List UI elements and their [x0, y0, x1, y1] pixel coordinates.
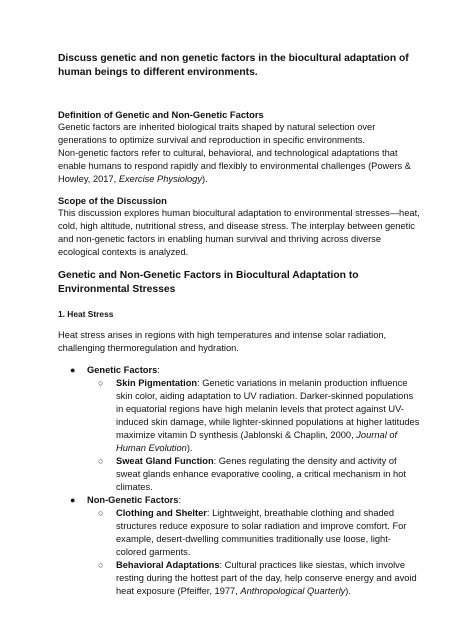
clothing-shelter-text: : Lightweight, breathable clothing and shaded structures reduce exposure to solar radiation and improve comfort. For example, desert-dwelling communities traditionally use loose, light-colored garments.: [116, 508, 407, 557]
genetic-factors-colon: :: [157, 365, 160, 375]
sweat-gland-term: Sweat Gland Function: [116, 456, 214, 466]
definition-paragraph-nongenetic: [58, 147, 420, 186]
bullet-icon: ●: [70, 365, 76, 375]
scope-heading: Scope of the Discussion: [58, 195, 167, 206]
section-heading: Genetic and Non-Genetic Factors in Biocultural Adaptation to Environmental Stresses: [58, 270, 359, 295]
definition-paragraph-genetic: Genetic factors are inherited biological traits shaped by natural selection over generations to optimize survival and reproduction in specific environments.: [58, 122, 376, 145]
nongenetic-factors-label: Non-Genetic Factors: [87, 495, 179, 505]
skin-pigmentation-citation-title: Journal of Human Evolution: [116, 430, 398, 453]
definition-para2-citation-title: Exercise Physiology: [118, 174, 203, 184]
sub-bullet-icon: ○: [98, 560, 104, 570]
list-item-sweat-gland-function: [87, 455, 420, 494]
nongenetic-factors-item: [58, 494, 420, 598]
nongenetic-factors-colon: :: [178, 495, 182, 505]
skin-pigmentation-text: : Genetic variations in melanin production influence skin color, aiding adaptation to UV radiation. Darker-skinned populations in equatorial regions have high melanin levels that protect against UV-induced skin damage, while lighter-skinned populations at higher latitudes maximize vitamin D synthesis (Jablonski & Chaplin, 2000,: [116, 378, 420, 440]
genetic-factors-item: [58, 364, 420, 494]
sub-bullet-icon: ○: [98, 508, 104, 518]
definition-para2-text: Non-genetic factors refer to cultural, behavioral, and technological adaptations that enable humans to respond rapidly and flexibly to environmental challenges (Powers & Howley, 2017,: [58, 148, 411, 184]
sweat-gland-text: : Genes regulating the density and activity of sweat glands enhance evaporative cooling, a critical mechanism in hot climates.: [116, 456, 406, 492]
bullet-icon: ●: [70, 495, 76, 505]
list-item-behavioral-adaptations: [87, 559, 420, 598]
document-title: Discuss genetic and non genetic factors in the biocultural adaptation of human beings to different environments.: [58, 53, 409, 78]
sub-bullet-icon: ○: [98, 456, 104, 466]
skin-pigmentation-end: ).: [186, 443, 193, 453]
scope-paragraph: This discussion explores human biocultural adaptation to environmental stresses—heat, cold, high altitude, nutritional stress, and disease stress. The interplay between genetic and non-genetic factors in enabling human survival and thriving across diverse ecological contexts is analyzed.: [58, 208, 420, 257]
heat-stress-intro: Heat stress arises in regions with high temperatures and intense solar radiation, challenging thermoregulation and hydration.: [58, 330, 387, 353]
list-item-skin-pigmentation: [87, 377, 420, 455]
genetic-factors-sublist: [87, 377, 420, 494]
behavioral-adaptations-citation-title: Anthropological Quarterly: [240, 586, 346, 596]
factors-list: [58, 364, 420, 598]
definition-heading: Definition of Genetic and Non-Genetic Factors: [58, 109, 264, 120]
list-item-clothing-and-shelter: [87, 507, 420, 559]
behavioral-adaptations-end: ).: [345, 586, 351, 596]
genetic-factors-label: Genetic Factors: [87, 365, 158, 375]
definition-para2-end: ).: [202, 174, 208, 184]
behavioral-adaptations-term: Behavioral Adaptations: [116, 560, 220, 570]
nongenetic-factors-sublist: [87, 507, 420, 598]
clothing-shelter-term: Clothing and Shelter: [116, 508, 207, 518]
sub-bullet-icon: ○: [98, 378, 104, 388]
document-content: [58, 52, 420, 598]
skin-pigmentation-term: Skin Pigmentation: [116, 378, 198, 388]
heat-stress-heading: 1. Heat Stress: [58, 309, 114, 319]
behavioral-adaptations-text: : Cultural practices like siestas, which involve resting during the hottest part of the day, help conserve energy and avoid heat exposure (Pfeiffer, 1977,: [116, 560, 417, 596]
